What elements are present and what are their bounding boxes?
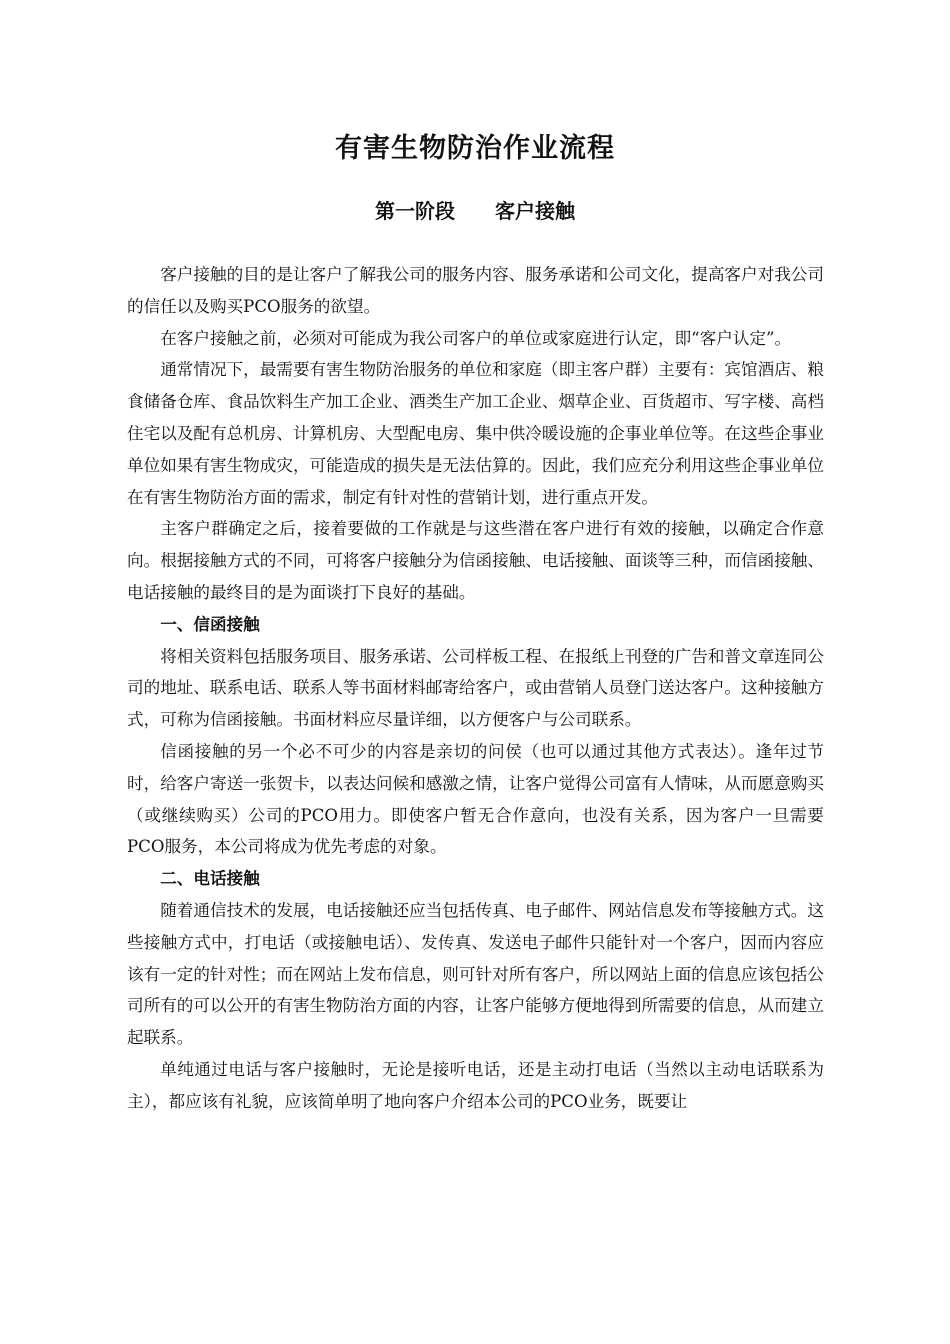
document-title: 有害生物防治作业流程 xyxy=(335,133,615,164)
paragraph: 在客户接触之前，必须对可能成为我公司客户的单位或家庭进行认定，即“客户认定”。 xyxy=(160,328,792,348)
section-heading-phone-contact: 二、电话接触 xyxy=(160,869,260,889)
paragraph: 将相关资料包括服务项目、服务承诺、公司样板工程、在报纸上刊登的广告和普文章连同公司的地址、联系电话、联系人等书面材料邮寄给客户，或由营销人员登门送达客户。这种接触方式，可称为信函接触。书面材料应尽量详细，以方便客户与公司联系。 xyxy=(127,646,824,730)
paragraph: 单纯通过电话与客户接触时，无论是接听电话，还是主动打电话（当然以主动电话联系为主），都应该有礼貌，应该简单明了地向客户介绍本公司的PCO业务，既要让 xyxy=(127,1059,824,1111)
paragraph: 通常情况下，最需要有害生物防治服务的单位和家庭（即主客户群）主要有：宾馆酒店、粮食储备仓库、食品饮料生产加工企业、酒类生产加工企业、烟草企业、百货超市、写字楼、高档住宅以及配有总机房、计算机房、大型配电房、集中供冷暖设施的企事业单位等。在这些企事业单位如果有害生物成灾，可能造成的损失是无法估算的。因此，我们应充分利用这些企事业单位在有害生物防治方面的需求，制定有针对性的营销计划，进行重点开发。 xyxy=(127,360,824,507)
paragraph: 客户接触的目的是让客户了解我公司的服务内容、服务承诺和公司文化，提高客户对我公司的信任以及购买PCO服务的欲望。 xyxy=(127,265,824,316)
document-body xyxy=(127,259,824,1118)
paragraph: 信函接触的另一个必不可少的内容是亲切的问侯（也可以通过其他方式表达）。逢年过节时，给客户寄送一张贺卡，以表达问候和感激之情，让客户觉得公司富有人情味，从而愿意购买（或继续购买）公司的PCO用力。即使客户暂无合作意向，也没有关系，因为客户一旦需要PCO服务，本公司将成为优先考虑的对象。 xyxy=(127,741,824,857)
paragraph: 主客户群确定之后，接着要做的工作就是与这些潜在客户进行有效的接触，以确定合作意向。根据接触方式的不同，可将客户接触分为信函接触、电话接触、面谈等三种，而信函接触、电话接触的最终目的是为面谈打下良好的基础。 xyxy=(127,519,824,602)
paragraph: 随着通信技术的发展，电话接触还应当包括传真、电子邮件、网站信息发布等接触方式。这些接触方式中，打电话（或接触电话）、发传真、发送电子邮件只能针对一个客户，因而内容应该有一定的针对性；而在网站上发布信息，则可针对所有客户，所以网站上面的信息应该包括公司所有的可以公开的有害生物防治方面的内容，让客户能够方便地得到所需要的信息，从而建立起联系。 xyxy=(127,900,824,1048)
section-subtitle: 第一阶段 客户接触 xyxy=(375,199,575,223)
section-heading-letter-contact: 一、信函接触 xyxy=(160,614,260,634)
